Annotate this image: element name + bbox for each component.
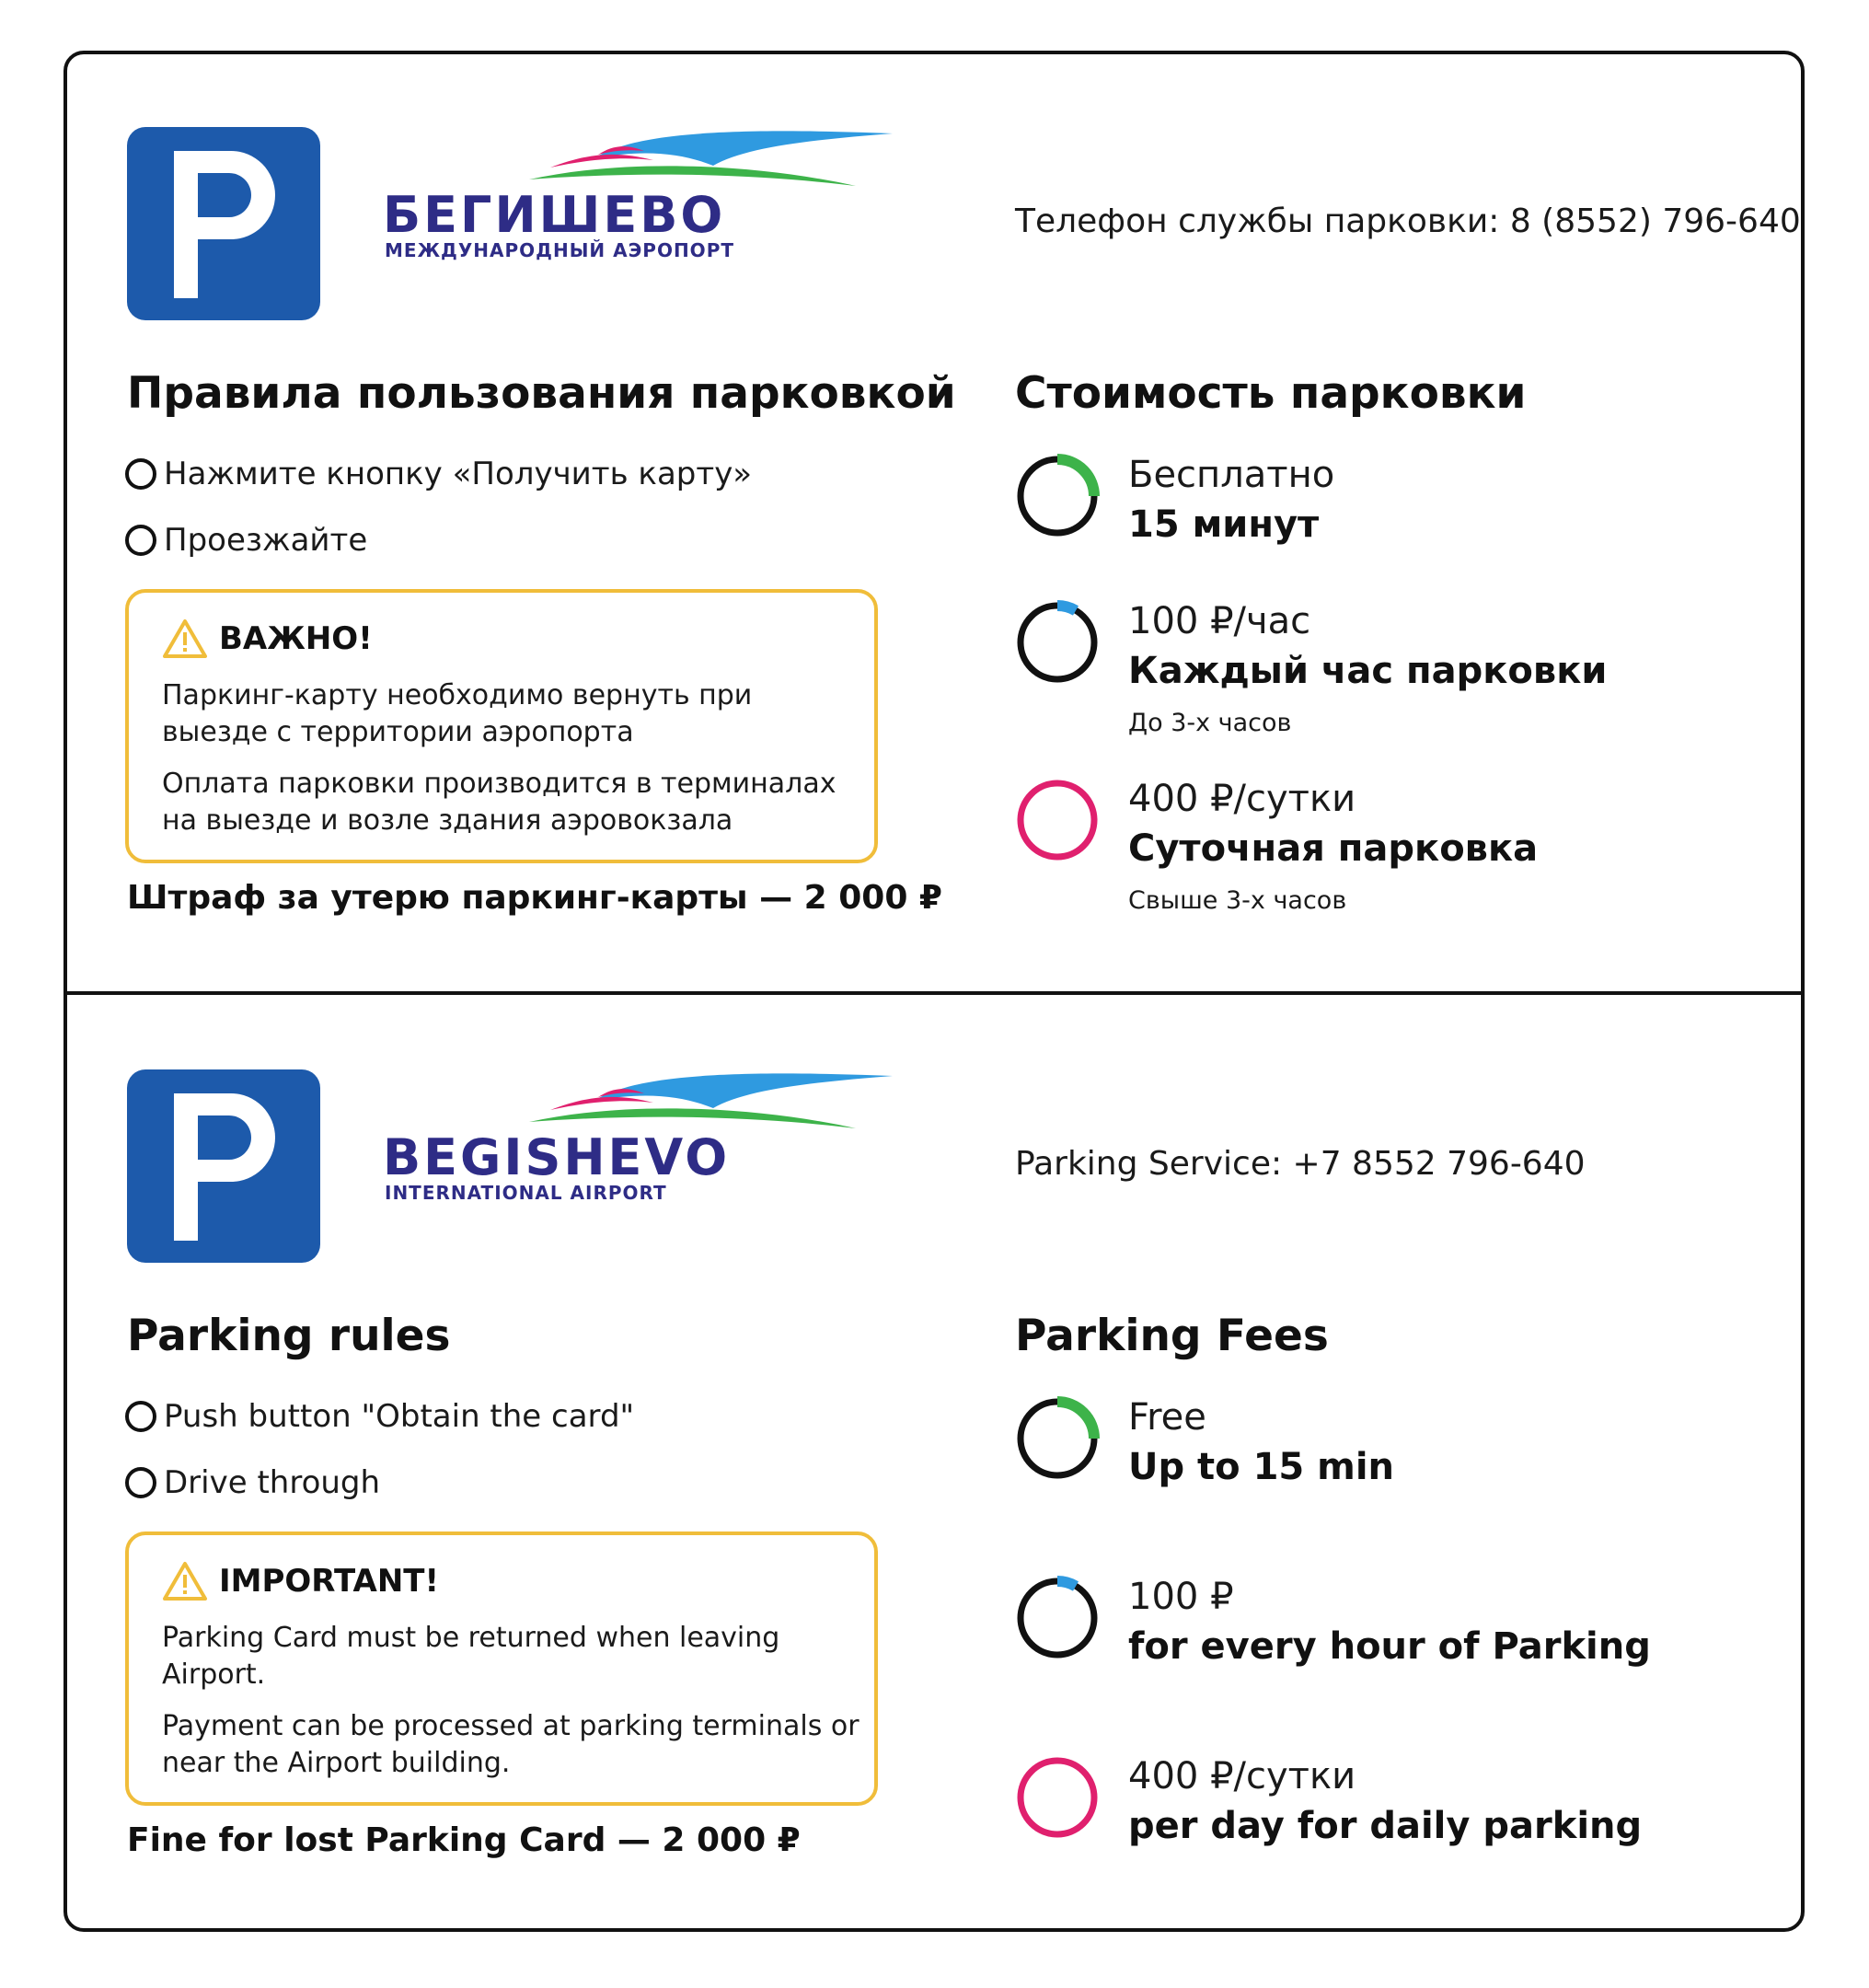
rules-title: Правила пользования парковкой [127,368,956,419]
warning-box [125,1531,878,1806]
fees-title: Стоимость парковки [1015,368,1527,419]
rule-step [125,1398,634,1435]
fee-price: Free [1128,1396,1206,1439]
fees-title: Parking Fees [1015,1311,1329,1361]
fee-price: Бесплатно [1128,454,1335,496]
rules-title: Parking rules [127,1311,451,1361]
fee-price: 100 ₽ [1128,1576,1234,1618]
warning-text: Паркинг-карту необходимо вернуть при выезде с территории аэропорта [162,679,753,748]
clock-daily-icon [1015,1755,1100,1840]
warning-text: Оплата парковки производится в терминалах на выезде и возле здания аэровокзала [162,768,836,837]
fee-price: 100 ₽/час [1128,600,1311,642]
fee-description: for every hour of Parking [1128,1625,1651,1668]
warning-box [125,589,878,863]
rule-step-text: Push button "Obtain the card" [164,1398,635,1435]
panel-russian [0,0,1869,941]
fee-note: Свыше 3-х часов [1128,886,1347,915]
warning-label: ВАЖНО! [219,620,373,657]
step-bullet-icon [125,1467,156,1498]
lost-card-fine: Fine for lost Parking Card — 2 000 ₽ [127,1821,801,1859]
fee-description: per day for daily parking [1128,1805,1643,1847]
airport-subtitle: INTERNATIONAL AIRPORT [385,1182,667,1204]
step-bullet-icon [125,525,156,556]
warning-label: IMPORTANT! [219,1563,439,1600]
parking-phone: Телефон службы парковки: 8 (8552) 796-640 [1015,202,1801,240]
panel-english [0,942,1869,1883]
warning-text: Parking Card must be returned when leaving Airport. [162,1622,780,1691]
airport-logo [377,1071,893,1219]
lost-card-fine: Штраф за утерю паркинг-карты — 2 000 ₽ [127,879,942,917]
parking-phone: Parking Service: +7 8552 796-640 [1015,1145,1586,1183]
step-bullet-icon [125,1401,156,1432]
rule-step [125,522,367,559]
airport-subtitle: МЕЖДУНАРОДНЫЙ АЭРОПОРТ [385,239,734,261]
clock-hourly-icon [1015,600,1100,685]
clock-free-icon [1015,1396,1100,1481]
fee-description: Up to 15 min [1128,1446,1395,1488]
rule-step-text: Drive through [164,1464,381,1501]
airport-name: БЕГИШЕВО [383,186,726,244]
clock-hourly-icon [1015,1576,1100,1660]
parking-sign-icon [127,1069,320,1263]
airport-logo [377,129,893,276]
warning-icon [162,1561,208,1601]
clock-daily-icon [1015,778,1100,862]
rule-step [125,1464,380,1501]
warning-icon [162,618,208,659]
rule-step-text: Нажмите кнопку «Получить карту» [164,456,753,492]
fee-description: Каждый час парковки [1128,650,1608,692]
clock-free-icon [1015,454,1100,538]
warning-text: Payment can be processed at parking terminals or near the Airport building. [162,1710,860,1779]
fee-note: До 3-х часов [1128,709,1292,737]
rule-step-text: Проезжайте [164,522,368,559]
fee-description: Суточная парковка [1128,827,1539,870]
fee-price: 400 ₽/сутки [1128,778,1356,820]
airport-name: BEGISHEVO [383,1128,731,1186]
fee-description: 15 минут [1128,503,1320,546]
parking-sign-icon [127,127,320,320]
step-bullet-icon [125,458,156,490]
rule-step [125,456,752,492]
fee-price: 400 ₽/сутки [1128,1755,1356,1797]
